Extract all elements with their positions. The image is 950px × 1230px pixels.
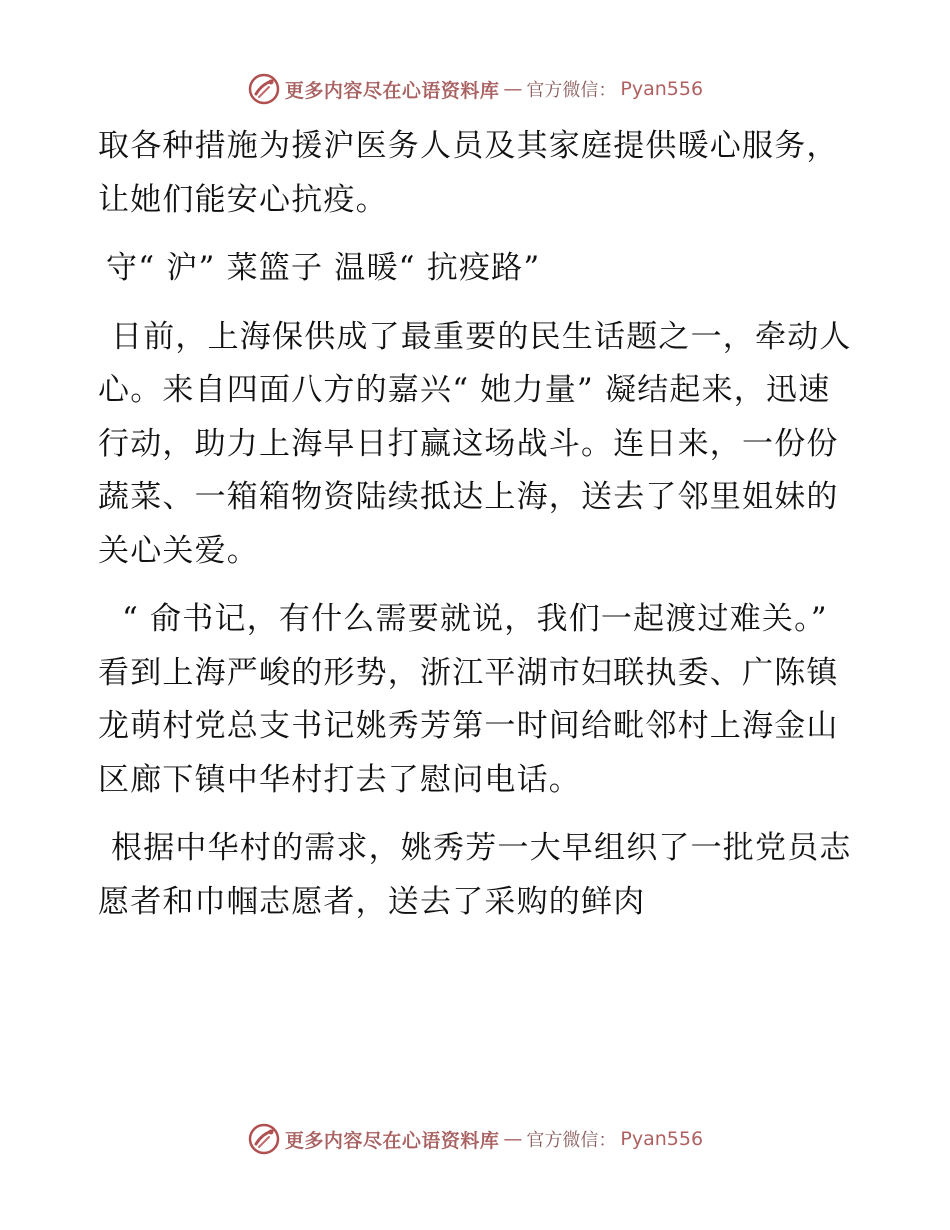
watermark-wechat-label: 官方微信： xyxy=(526,80,617,101)
seal-logo-icon xyxy=(247,1122,281,1156)
paragraph-4: 根据中华村的需求，姚秀芳一大早组织了一批党员志愿者和巾帼志愿者，送去了采购的鲜肉 xyxy=(98,830,852,920)
paragraph-2: 日前，上海保供成了最重要的民生话题之一，牵动人心。来自四面八方的嘉兴“ 她力量” 凝结起来，迅速行动，助力上海早日打赢这场战斗。连日来，一份份蔬菜、一箱箱物资陆续抵达上海，送去了邻里姐妹的关心关爱。 xyxy=(98,318,852,569)
watermark-wechat-id: Pyan556 xyxy=(620,78,704,100)
paragraph-3: “ 俞书记，有什么需要就说，我们一起渡过难关。” 看到上海严峻的形势，浙江平湖市妇联执委、广陈镇龙萌村党总支书记姚秀芳第一时间给毗邻村上海金山区廊下镇中华村打去了慰问电话。 xyxy=(98,601,839,798)
watermark-wechat-id: Pyan556 xyxy=(620,1128,704,1150)
watermark-wechat-label: 官方微信： xyxy=(526,1130,617,1151)
seal-logo-icon xyxy=(247,72,281,106)
footer-watermark xyxy=(0,1122,950,1156)
document-body xyxy=(98,120,858,944)
watermark-main-text: 更多内容尽在心语资料库 xyxy=(284,79,500,102)
paragraph-1: 取各种措施为援沪医务人员及其家庭提供暖心服务，让她们能安心抗疫。 xyxy=(98,128,839,218)
watermark-main-text: 更多内容尽在心语资料库 xyxy=(284,1129,500,1152)
header-watermark xyxy=(0,72,950,106)
watermark-separator: — xyxy=(503,1128,523,1150)
watermark-separator: — xyxy=(503,78,523,100)
section-heading: 守“ 沪” 菜篮子 温暖“ 抗疫路” xyxy=(106,250,541,286)
